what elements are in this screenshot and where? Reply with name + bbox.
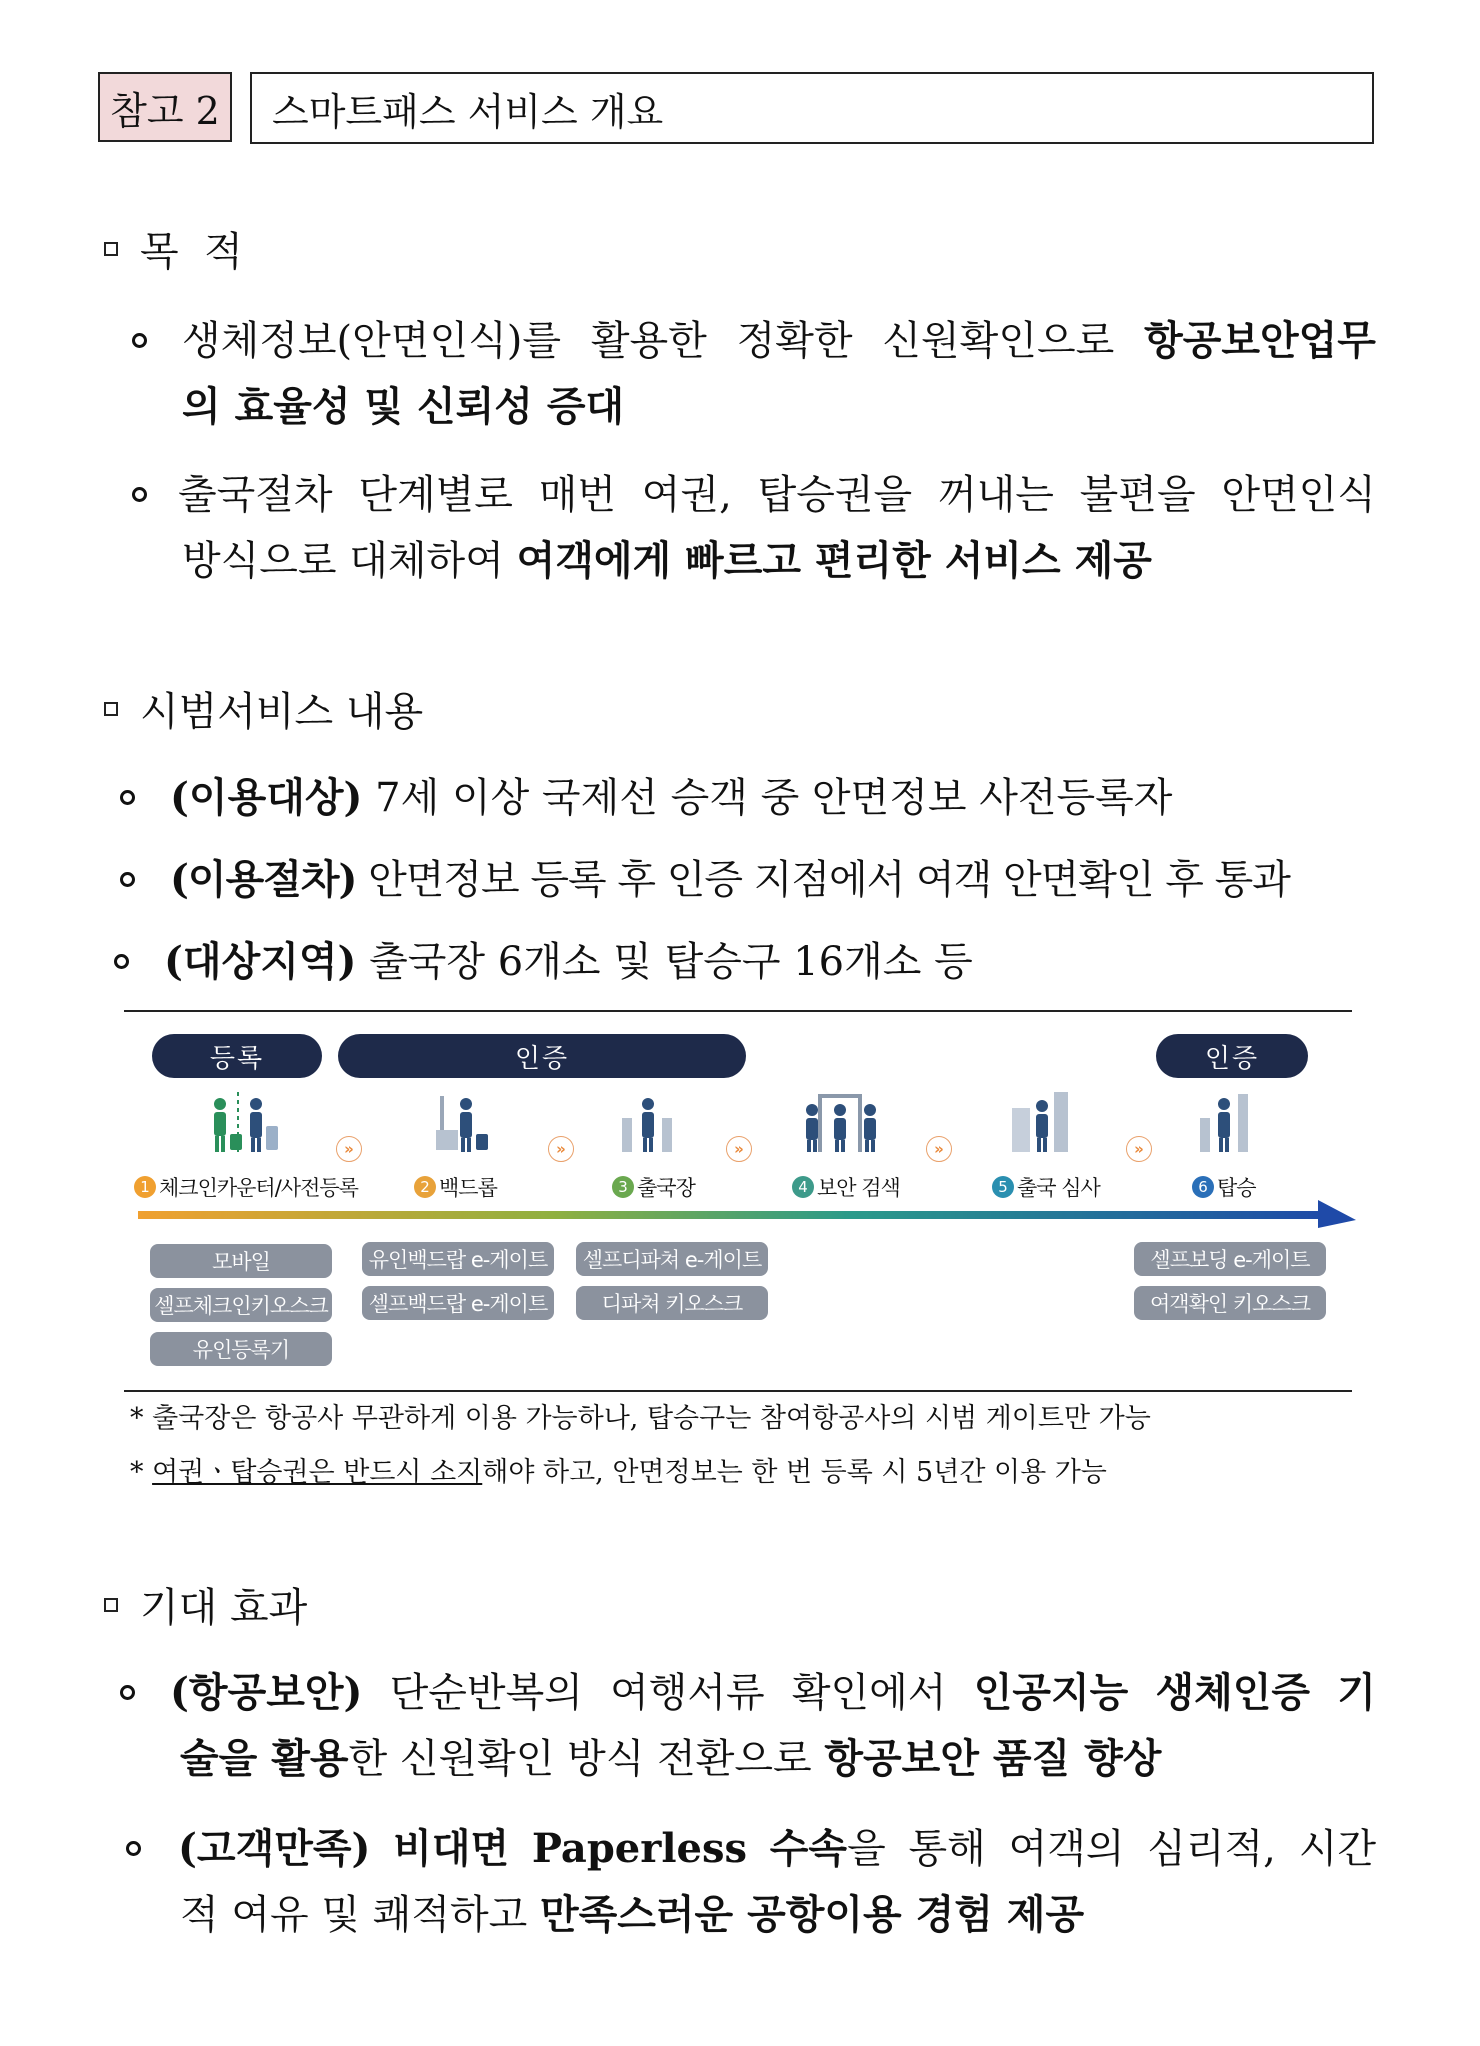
next-step-chevron-icon: » [926,1136,952,1162]
process-arrow [138,1198,1356,1232]
pilot-item-area: (대상지역) 출국장 6개소 및 탑승구 16개소 등 [114,929,973,995]
tag-manned-registration: 유인등록기 [150,1332,332,1366]
step-boarding: 6 탑승 [1192,1172,1256,1202]
departure-gate-icon [614,1090,684,1156]
bag-drop-icon [426,1090,496,1156]
diagram-top-rule [124,1010,1352,1012]
circle-bullet-icon [114,954,129,969]
tag-self-checkin-kiosk: 셀프체크인키오스크 [150,1288,332,1322]
boarding-gate-icon [1192,1088,1262,1156]
circle-bullet-icon [126,1841,141,1856]
next-step-chevron-icon: » [336,1136,362,1162]
tag-departure-kiosk: 디파쳐 키오스크 [576,1286,768,1320]
next-step-chevron-icon: » [548,1136,574,1162]
diagram-bottom-rule [124,1390,1352,1392]
phase-authentication-pill: 인증 [1156,1034,1308,1078]
tag-self-departure-egate: 셀프디파쳐 e-게이트 [576,1242,768,1276]
effect-bullet-satisfaction: (고객만족) 비대면 Paperless 수속을 통해 여객의 심리적, 시간 적 여유 및 쾌적하고 만족스러운 공항이용 경험 제공 [126,1816,1376,1948]
circle-bullet-icon [132,333,147,348]
tag-passenger-check-kiosk: 여객확인 키오스크 [1134,1286,1326,1320]
note-2: * 여권ㆍ탑승권은 반드시 소지해야 하고, 안면정보는 한 번 등록 시 5년간 이용 가능 [130,1457,1107,1488]
document-title: 스마트패스 서비스 개요 [250,72,1374,144]
purpose-bullet-2: 출국절차 단계별로 매번 여권, 탑승권을 꺼내는 불편을 안면인식 방식으로 대체하여 여객에게 빠르고 편리한 서비스 제공 [132,462,1376,594]
section-heading-text: 기대 효과 [140,1585,308,1631]
tag-self-bagdrop-egate: 셀프백드랍 e-게이트 [362,1286,554,1320]
phase-registration-pill: 등록 [152,1034,322,1078]
circle-bullet-icon [132,487,147,502]
next-step-chevron-icon: » [726,1136,752,1162]
section-heading-text: 시범서비스 내용 [140,689,424,735]
checkin-counter-icon [200,1090,290,1156]
circle-bullet-icon [120,872,135,887]
section-heading-text: 목 적 [140,229,243,275]
square-bullet-icon [104,1598,118,1612]
pilot-item-target: (이용대상) 7세 이상 국제선 승객 중 안면정보 사전등록자 [120,765,1172,831]
circle-bullet-icon [120,1685,135,1700]
security-check-icon [800,1088,880,1156]
note-1: * 출국장은 항공사 무관하게 이용 가능하나, 탑승구는 참여항공사의 시범 게이트만 가능 [130,1403,1151,1434]
reference-label: 참고 2 [98,72,232,142]
step-departure: 3 출국장 [612,1172,695,1202]
tag-mobile: 모바일 [150,1244,332,1278]
tag-manned-bagdrop-egate: 유인백드랍 e-게이트 [362,1242,554,1276]
square-bullet-icon [104,242,118,256]
next-step-chevron-icon: » [1126,1136,1152,1162]
tag-self-boarding-egate: 셀프보딩 e-게이트 [1134,1242,1326,1276]
section-purpose-heading [104,220,243,277]
section-pilot-heading [104,680,423,737]
step-checkin: 1 체크인카운터/사전등록 [134,1172,358,1202]
effect-bullet-security: (항공보안) 단순반복의 여행서류 확인에서 인공지능 생체인증 기 술을 활용한 신원확인 방식 전환으로 항공보안 품질 향상 [120,1660,1376,1792]
square-bullet-icon [104,702,118,716]
passport-control-icon [1010,1088,1080,1156]
circle-bullet-icon [120,790,135,805]
step-security: 4 보안 검색 [792,1172,900,1202]
step-bag-drop: 2 백드롭 [414,1172,497,1202]
step-immigration: 5 출국 심사 [992,1172,1100,1202]
section-effects-heading [104,1576,307,1633]
phase-authentication-pill: 인증 [338,1034,746,1078]
pilot-item-procedure: (이용절차) 안면정보 등록 후 인증 지점에서 여객 안면확인 후 통과 [120,847,1290,913]
purpose-bullet-1: 생체정보(안면인식)를 활용한 정확한 신원확인으로 항공보안업무 의 효율성 및 신뢰성 증대 [132,308,1376,440]
